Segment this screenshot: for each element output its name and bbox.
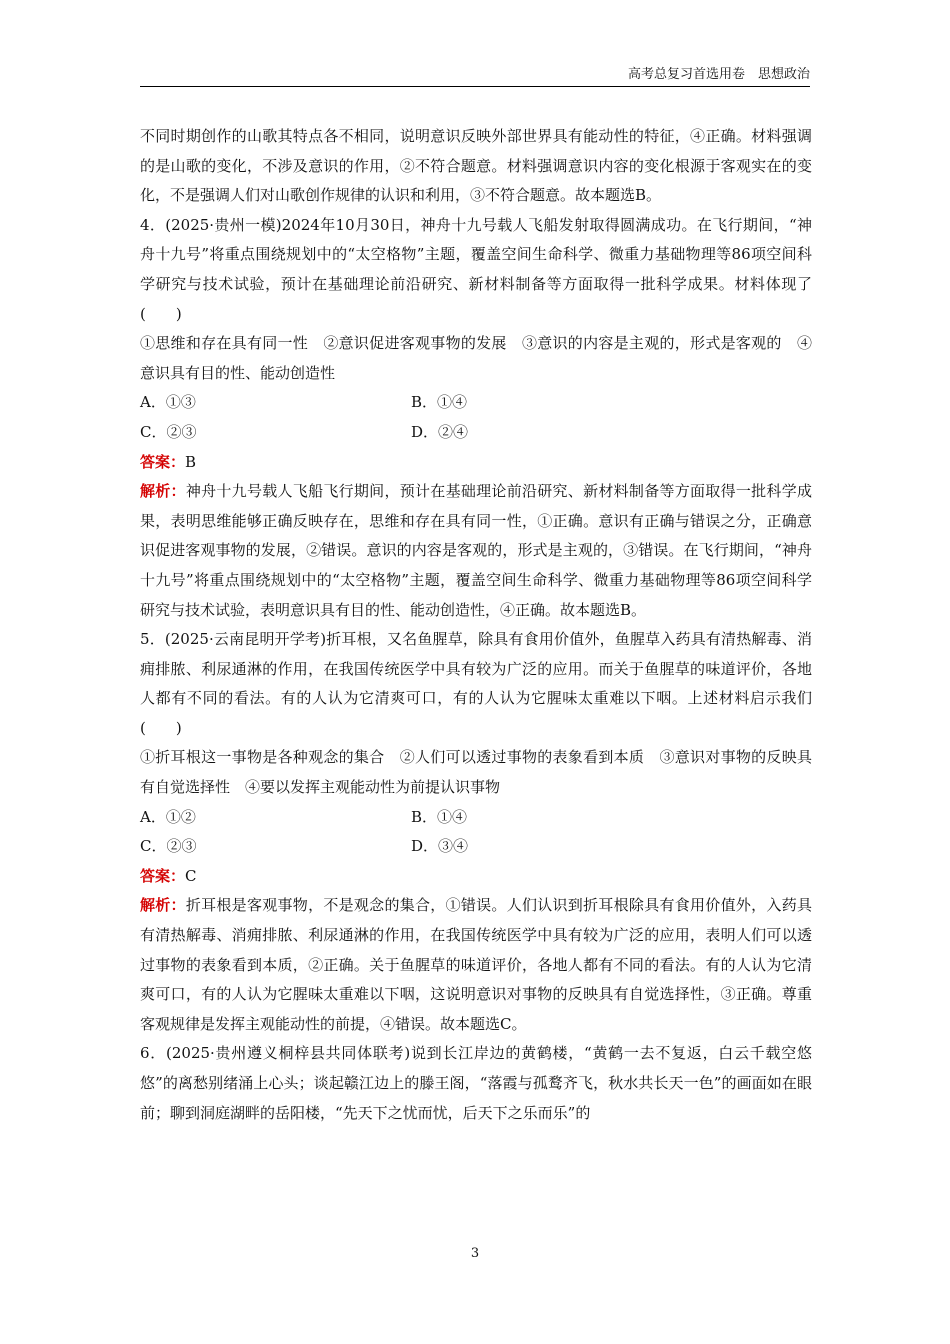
options-row	[140, 388, 812, 418]
options-row	[140, 832, 812, 862]
answer-value: C	[185, 866, 197, 885]
option-a: A．①②	[140, 807, 196, 826]
question-5	[140, 625, 812, 1039]
analysis-paragraph	[140, 477, 812, 625]
answer-label: 答案：	[140, 866, 186, 885]
options-row	[140, 418, 812, 448]
analysis-text: 折耳根是客观事物，不是观念的集合，①错误。人们认识到折耳根除具有食用价值外，入药具有清热解毒、消痈排脓、利尿通淋的作用，在我国传统医学中具有较为广泛的应用，表明人们可以透过事物的表象看到本质，②正确。关于鱼腥草的味道评价，各地人都有不同的看法。有的人认为它清爽可口，有的人认为它腥味太重难以下咽，这说明意识对事物的反映具有自觉选择性，③正确。尊重客观规律是发挥主观能动性的前提，④错误。故本题选C。	[140, 896, 812, 1033]
option-c: C．②③	[140, 422, 197, 441]
question-items: ①折耳根这一事物是各种观念的集合 ②人们可以透过事物的表象看到本质 ③意识对事物的反映具有自觉选择性 ④要以发挥主观能动性为前提认识事物	[140, 748, 812, 797]
intro-paragraph: 不同时期创作的山歌其特点各不相同，说明意识反映外部世界具有能动性的特征，④正确。材料强调的是山歌的变化，不涉及意识的作用，②不符合题意。材料强调意识内容的变化根源于客观实在的变化，不是强调人们对山歌创作规律的认识和利用，③不符合题意。故本题选B。	[140, 127, 812, 205]
page-number: 3	[470, 1246, 480, 1261]
analysis-paragraph	[140, 891, 812, 1039]
option-d: D．②④	[411, 422, 469, 441]
option-c: C．②③	[140, 837, 197, 856]
option-b: B．①④	[411, 393, 468, 412]
question-4	[140, 211, 812, 625]
question-stem: 6．(2025·贵州遵义桐梓县共同体联考)说到长江岸边的黄鹤楼，“黄鹤一去不复返，白云千载空悠悠”的离愁别绪涌上心头；谈起赣江边上的滕王阁，“落霞与孤鹜齐飞，秋水共长天一色”的画面如在眼前；聊到洞庭湖畔的岳阳楼，“先天下之忧而忧，后天下之乐而乐”的	[140, 1044, 812, 1122]
analysis-text: 神舟十九号载人飞船飞行期间，预计在基础理论前沿研究、新材料制备等方面取得一批科学成果，表明思维能够正确反映存在，思维和存在具有同一性，①正确。意识有正确与错误之分，正确意识促进客观事物的发展，②错误。意识的内容是客观的，形式是主观的，③错误。在飞行期间，“神舟十九号”将重点围绕规划中的“太空格物”主题，覆盖空间生命科学、微重力基础物理等86项空间科学研究与技术试验，表明意识具有目的性、能动创造性，④正确。故本题选B。	[140, 482, 812, 619]
option-a: A．①③	[140, 393, 196, 412]
question-items: ①思维和存在具有同一性 ②意识促进客观事物的发展 ③意识的内容是主观的，形式是客观的 ④意识具有目的性、能动创造性	[140, 334, 812, 382]
running-header: 高考总复习首选用卷 思想政治	[140, 66, 810, 87]
answer-line	[140, 448, 812, 478]
question-stem: 4．(2025·贵州一模)2024年10月30日，神舟十九号载人飞船发射取得圆满成功。在飞行期间，“神舟十九号”将重点围绕规划中的“太空格物”主题，覆盖空间生命科学、微重力基础物理等86项空间科学研究与技术试验，预计在基础理论前沿研究、新材料制备等方面取得一批科学成果。材料体现了( )	[140, 215, 812, 323]
option-b: B．①④	[411, 807, 468, 826]
options-row	[140, 803, 812, 833]
page-content	[140, 122, 812, 1128]
answer-line	[140, 862, 812, 892]
answer-value: B	[185, 452, 197, 471]
answer-label: 答案：	[140, 452, 186, 471]
question-stem: 5．(2025·云南昆明开学考)折耳根，又名鱼腥草，除具有食用价值外，鱼腥草入药具有清热解毒、消痈排脓、利尿通淋的作用，在我国传统医学中具有较为广泛的应用。而关于鱼腥草的味道评价，各地人都有不同的看法。有的人认为它清爽可口，有的人认为它腥味太重难以下咽。上述材料启示我们( )	[140, 630, 812, 737]
option-d: D．③④	[411, 837, 469, 856]
analysis-label: 解析：	[140, 896, 186, 915]
analysis-label: 解析：	[140, 482, 186, 501]
question-6	[140, 1039, 812, 1128]
